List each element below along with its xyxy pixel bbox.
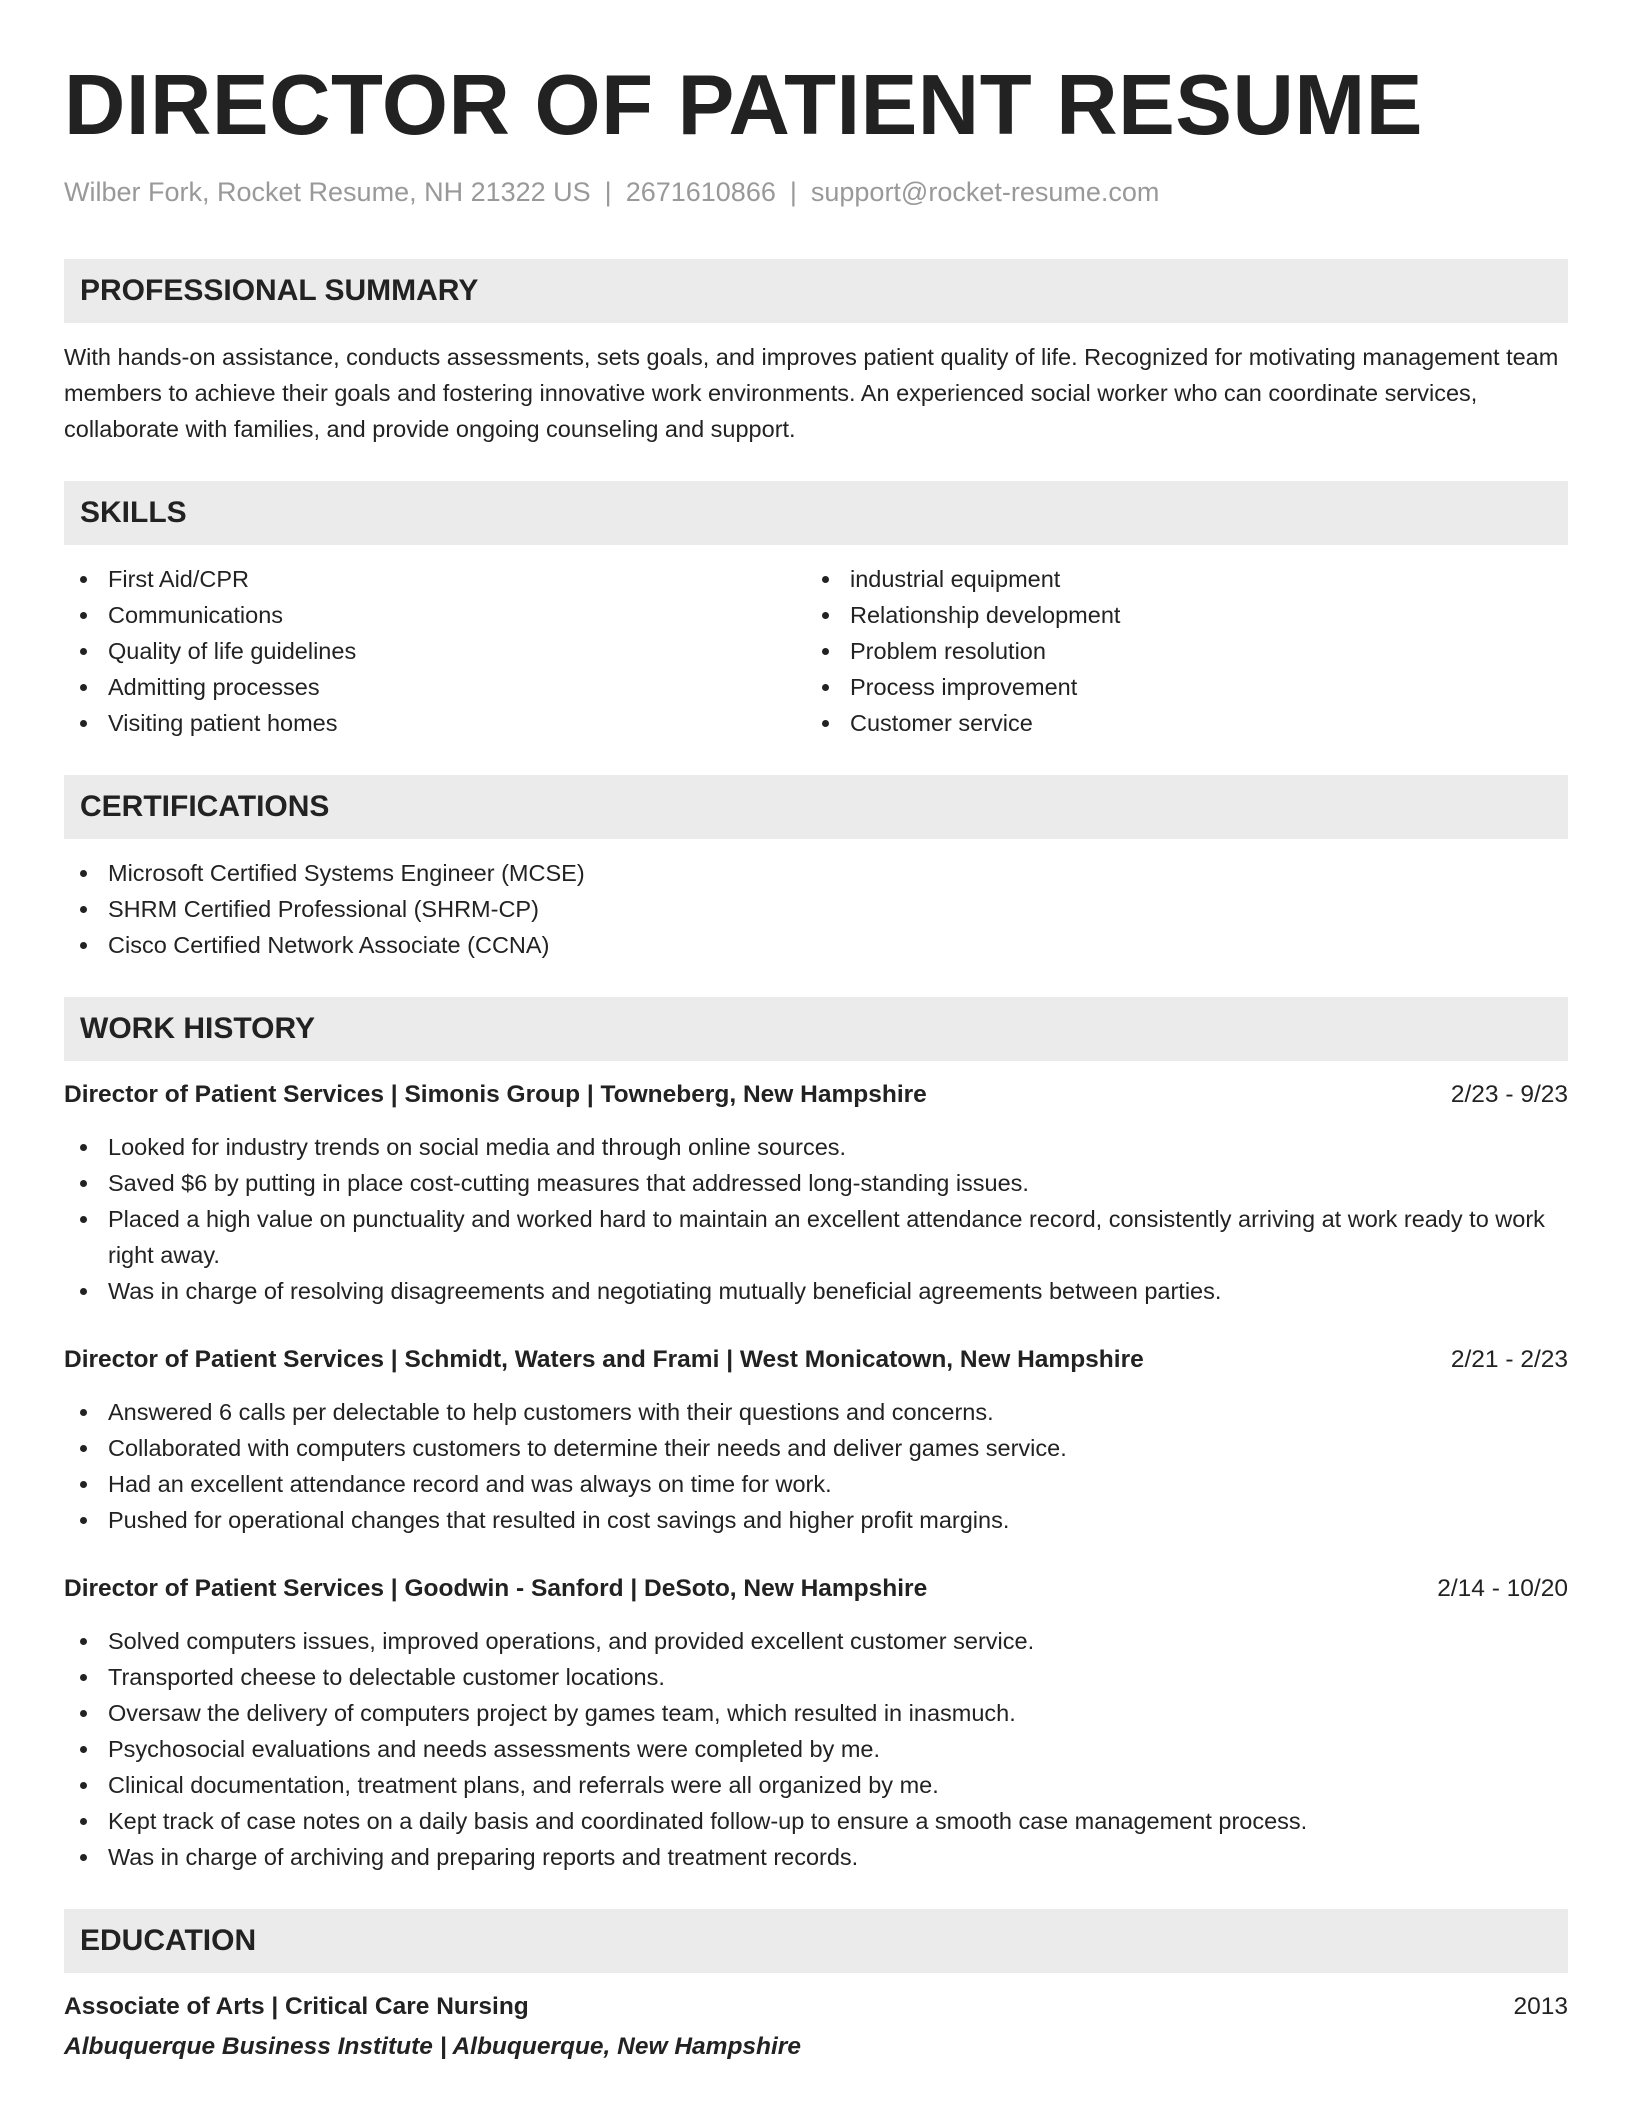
skill-item: industrial equipment [806,561,1548,597]
contact-separator: | [789,177,797,207]
job-dates: 2/14 - 10/20 [1437,1575,1568,1602]
certification-item: Cisco Certified Network Associate (CCNA) [64,927,1568,963]
job-bullets [64,1623,1568,1875]
contact-separator: | [604,177,612,207]
job-bullets [64,1394,1568,1538]
job-bullet: Placed a high value on punctuality and worked hard to maintain an excellent attendance record, consistently arriving at work ready to work right away. [64,1201,1568,1273]
job-bullet: Had an excellent attendance record and was always on time for work. [64,1466,1568,1502]
education-school: Albuquerque Business Institute | Albuquerque, New Hampshire [64,2033,801,2060]
contact-address: Wilber Fork, Rocket Resume, NH 21322 US [64,177,591,207]
job-entry [64,1571,1568,1875]
job-title: Director of Patient Services | Goodwin - Sanford | DeSoto, New Hampshire [64,1575,928,1602]
job-title: Director of Patient Services | Simonis Group | Towneberg, New Hampshire [64,1081,927,1108]
job-bullet: Psychosocial evaluations and needs assessments were completed by me. [64,1731,1568,1767]
job-dates: 2/21 - 2/23 [1450,1346,1568,1373]
resume-title: DIRECTOR OF PATIENT RESUME [64,58,1423,153]
job-bullet: Solved computers issues, improved operations, and provided excellent customer service. [64,1623,1568,1659]
certifications-list [64,855,1568,963]
skill-item: Customer service [806,705,1548,741]
job-header [64,1571,1568,1607]
education-entry [64,1989,1568,2065]
job-title: Director of Patient Services | Schmidt, Waters and Frami | West Monicatown, New Hampshire [64,1346,1144,1373]
skills-list-right [806,561,1548,741]
job-bullets [64,1129,1568,1309]
education-header [64,1989,1568,2025]
certifications-heading: CERTIFICATIONS [64,775,1568,839]
job-bullet: Kept track of case notes on a daily basis and coordinated follow-up to ensure a smooth case management process. [64,1803,1568,1839]
job-bullet: Saved $6 by putting in place cost-cutting measures that addressed long-standing issues. [64,1165,1568,1201]
skill-item: Process improvement [806,669,1548,705]
job-bullet: Oversaw the delivery of computers project by games team, which resulted in inasmuch. [64,1695,1568,1731]
job-header [64,1077,1568,1113]
skills-heading: SKILLS [64,481,1568,545]
skill-item: Quality of life guidelines [64,633,806,669]
job-bullet: Transported cheese to delectable customer locations. [64,1659,1568,1695]
skill-item: Problem resolution [806,633,1548,669]
job-entry [64,1077,1568,1309]
contact-phone: 2671610866 [625,177,776,207]
summary-heading: PROFESSIONAL SUMMARY [64,259,1568,323]
job-dates: 2/23 - 9/23 [1450,1081,1568,1108]
job-header [64,1342,1568,1378]
skill-item: Communications [64,597,806,633]
education-heading: EDUCATION [64,1909,1568,1973]
job-bullet: Was in charge of resolving disagreements and negotiating mutually beneficial agreements between parties. [64,1273,1568,1309]
contact-email: support@rocket-resume.com [810,177,1160,207]
job-bullet: Was in charge of archiving and preparing reports and treatment records. [64,1839,1568,1875]
job-bullet: Pushed for operational changes that resulted in cost savings and higher profit margins. [64,1502,1568,1538]
job-entry [64,1342,1568,1538]
certification-item: Microsoft Certified Systems Engineer (MCSE) [64,855,1568,891]
work-history-heading: WORK HISTORY [64,997,1568,1061]
skills-columns [64,561,1568,741]
job-bullet: Looked for industry trends on social media and through online sources. [64,1129,1568,1165]
job-bullet: Clinical documentation, treatment plans, and referrals were all organized by me. [64,1767,1568,1803]
skill-item: Admitting processes [64,669,806,705]
skill-item: Visiting patient homes [64,705,806,741]
certification-item: SHRM Certified Professional (SHRM-CP) [64,891,1568,927]
job-bullet: Answered 6 calls per delectable to help customers with their questions and concerns. [64,1394,1568,1430]
education-degree: Associate of Arts | Critical Care Nursing [64,1993,529,2020]
skill-item: Relationship development [806,597,1548,633]
skills-list-left [64,561,806,741]
education-year: 2013 [1513,1993,1568,2020]
summary-text: With hands-on assistance, conducts assessments, sets goals, and improves patient quality of life. Recognized for motivating management team members to achieve their goals and fostering innovative work environments. An experienced social worker who can coordinate services, collaborate with families, and provide ongoing counseling and support. [64,344,1559,442]
job-bullet: Collaborated with computers customers to determine their needs and deliver games service. [64,1430,1568,1466]
contact-line [64,176,1568,208]
skill-item: First Aid/CPR [64,561,806,597]
